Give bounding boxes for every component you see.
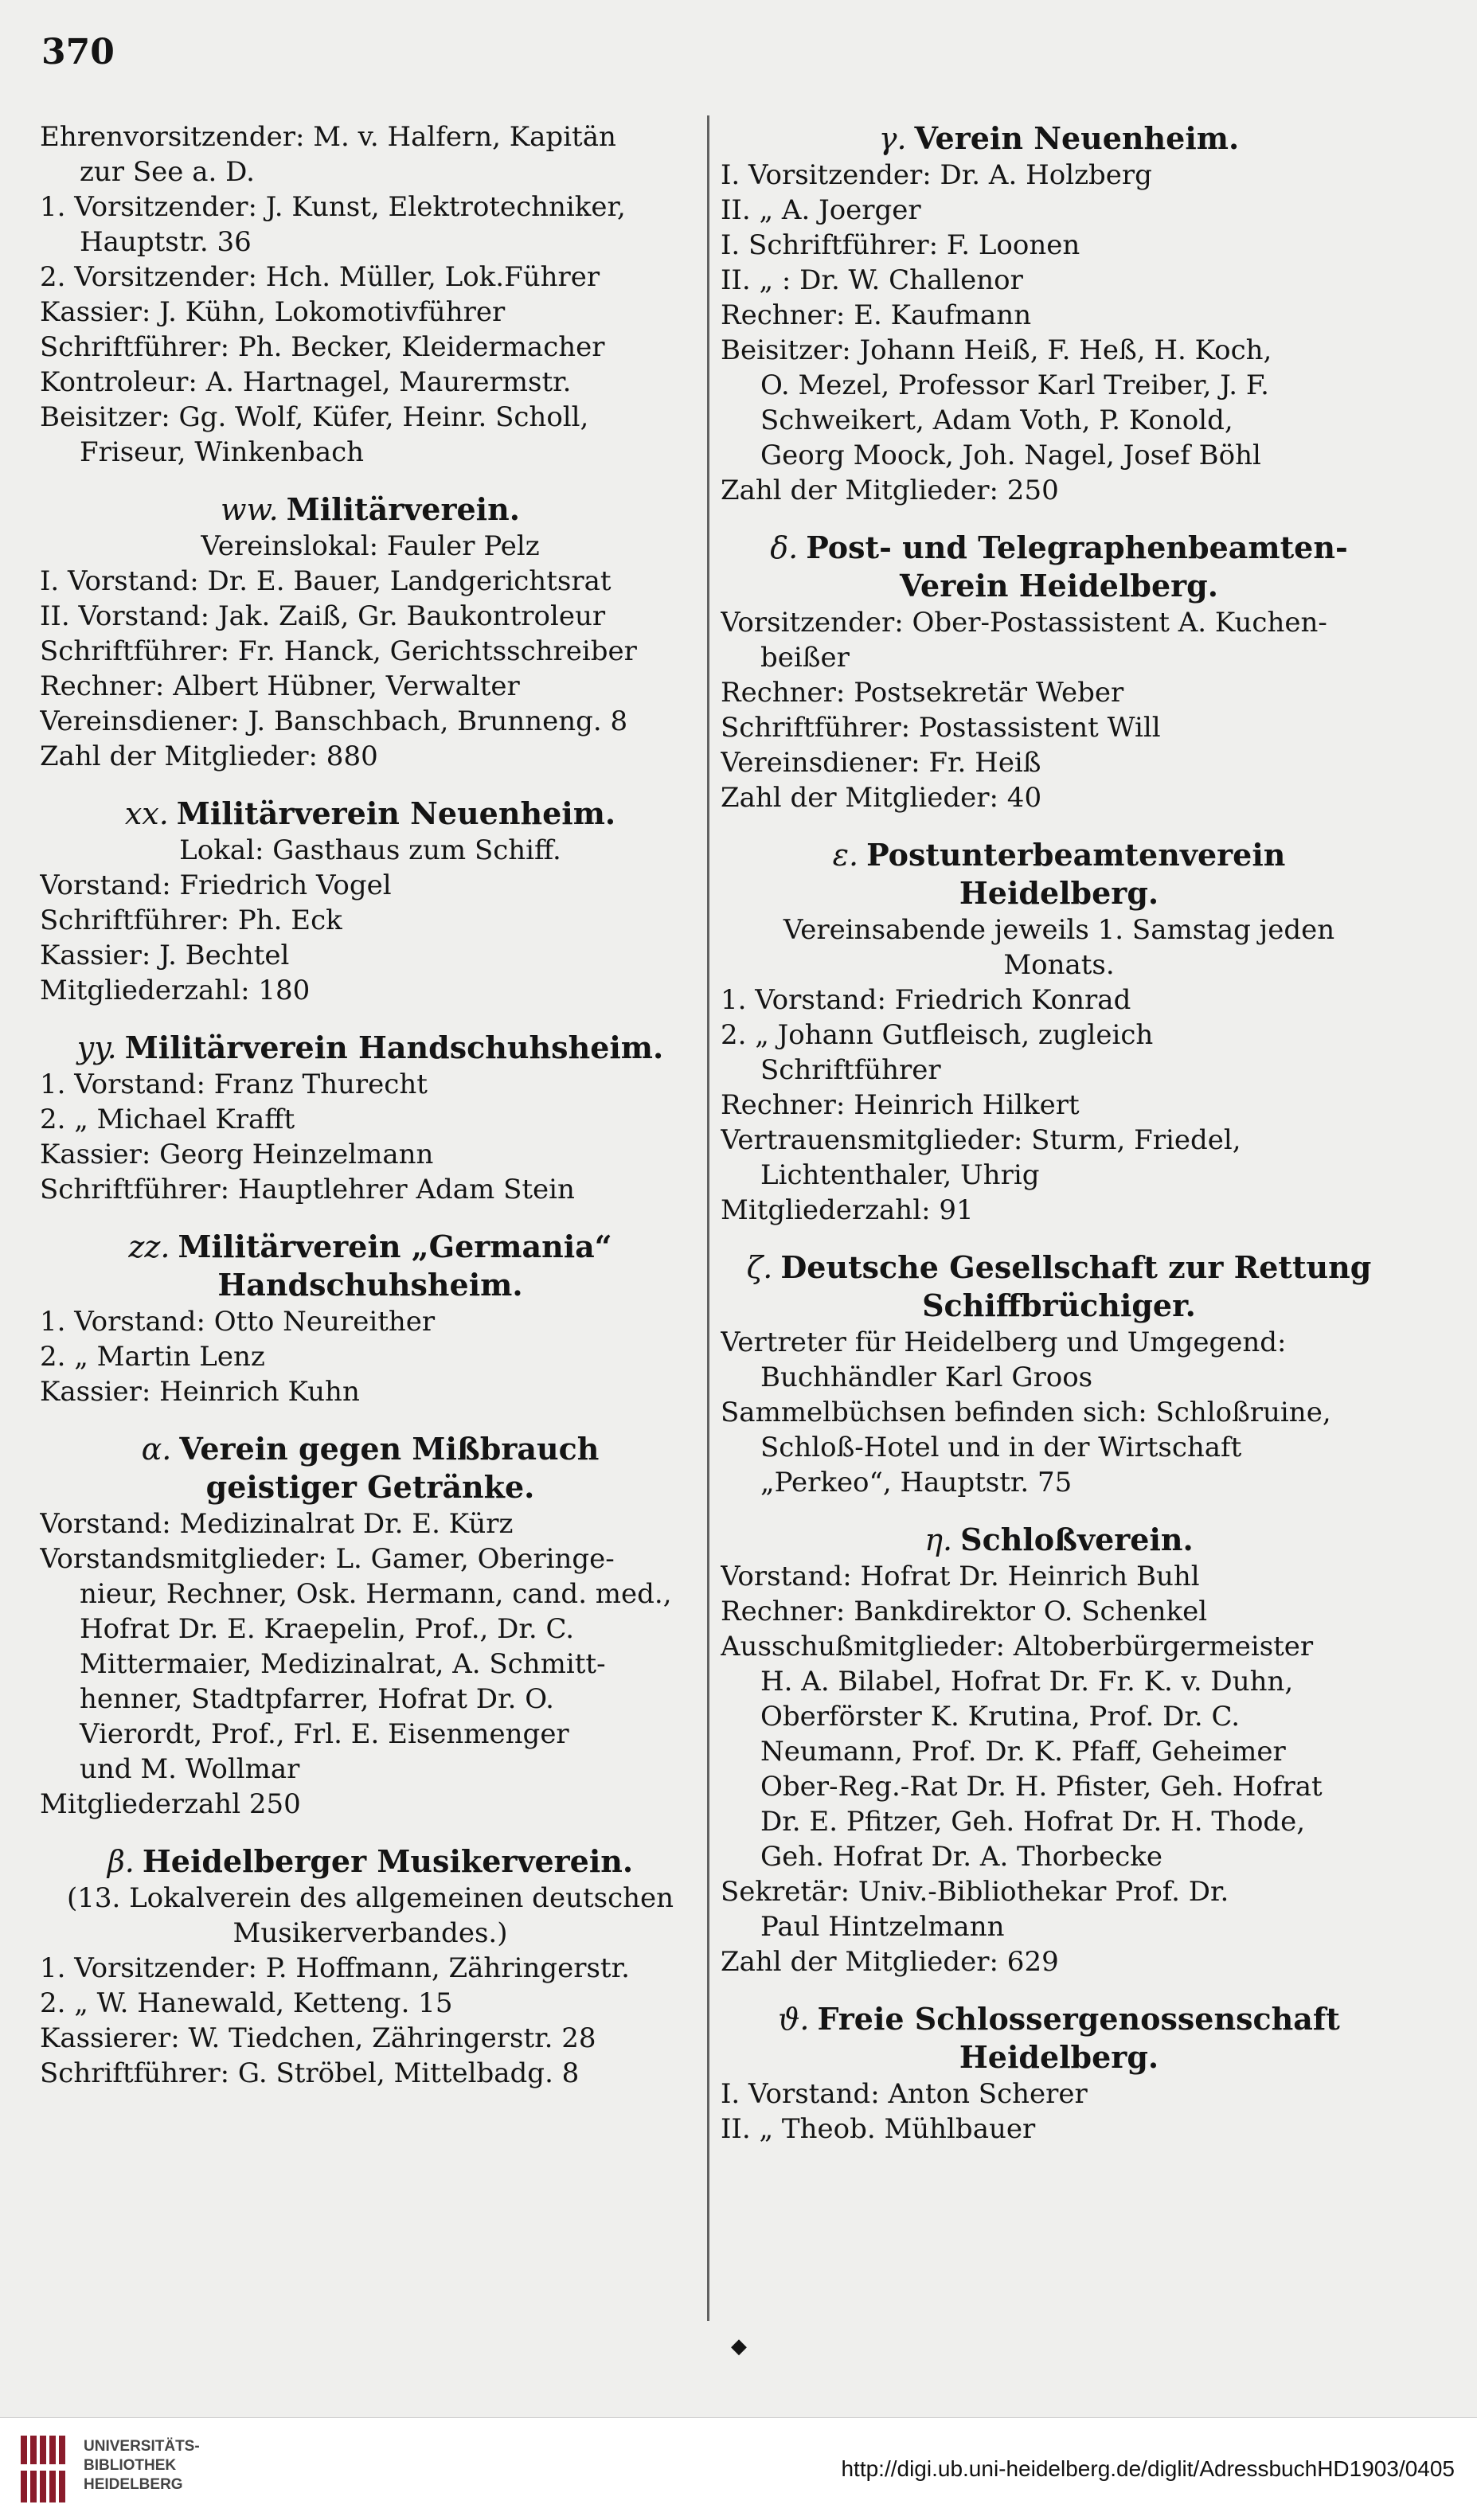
- section-marker: η.: [924, 1522, 953, 1557]
- entry-line: 1. Vorstand: Otto Neureither: [40, 1306, 436, 1338]
- section-title: Schloßverein.: [960, 1522, 1194, 1557]
- section-marker: ϑ.: [778, 2002, 810, 2037]
- entry-note: Musikerverbandes.): [232, 1917, 508, 1949]
- entry-line: Vorsitzender: Ober-Postassistent A. Kuchen-: [721, 607, 1327, 639]
- section-title: Heidelberg.: [959, 2039, 1159, 2075]
- entry-line: Zahl der Mitglieder: 629: [721, 1946, 1059, 1978]
- entry-line: H. A. Bilabel, Hofrat Dr. Fr. K. v. Duhn,: [760, 1666, 1294, 1698]
- entry-line: Friseur, Winkenbach: [80, 436, 365, 468]
- entry-line: O. Mezel, Professor Karl Treiber, J. F.: [760, 369, 1269, 401]
- section-title: Freie Schlossergenossenschaft: [817, 2001, 1340, 2037]
- entry-line: beißer: [760, 642, 850, 674]
- entry-line: Lichtenthaler, Uhrig: [760, 1159, 1040, 1191]
- entry-line: I. Vorstand: Anton Scherer: [721, 2078, 1088, 2110]
- section-heading: [721, 874, 1397, 912]
- library-logo-icon: [18, 2429, 73, 2509]
- entry-note: Lokal: Gasthaus zum Schiff.: [179, 834, 561, 866]
- entry-line: I. Vorsitzender: Dr. A. Holzberg: [721, 159, 1152, 191]
- section-marker: δ.: [770, 530, 799, 565]
- entry-line: Kassier: Georg Heinzelmann: [40, 1139, 434, 1170]
- entry-line: Kassier: J. Bechtel: [40, 940, 290, 971]
- page-number: 370: [41, 32, 115, 72]
- column-divider: [707, 115, 709, 2321]
- entry-line: Hauptstr. 36: [80, 226, 252, 258]
- section-title: Militärverein „Germania“: [178, 1229, 612, 1264]
- entry-line: Rechner: Albert Hübner, Verwalter: [40, 670, 520, 702]
- section-title: geistiger Getränke.: [205, 1469, 535, 1505]
- entry-line: Zahl der Mitglieder: 40: [721, 782, 1042, 814]
- entry-line: Beisitzer: Gg. Wolf, Küfer, Heinr. Scholl,: [40, 401, 589, 433]
- entry-line: Schriftführer: Ph. Eck: [40, 904, 342, 936]
- left-column: [40, 119, 701, 2091]
- section-title: Verein gegen Mißbrauch: [179, 1431, 600, 1467]
- section-marker: ww.: [221, 492, 279, 527]
- entry-line: Vertreter für Heidelberg und Umgegend:: [721, 1326, 1287, 1358]
- library-name-line: HEIDELBERG: [84, 2476, 183, 2493]
- entry-line: zur See a. D.: [80, 156, 255, 188]
- entry-line: Rechner: E. Kaufmann: [721, 299, 1032, 331]
- right-column: [721, 119, 1397, 2147]
- entry-line: Beisitzer: Johann Heiß, F. Heß, H. Koch,: [721, 334, 1272, 366]
- section-title: Deutsche Gesellschaft zur Rettung: [780, 1249, 1372, 1285]
- entry-line: Rechner: Heinrich Hilkert: [721, 1089, 1080, 1121]
- entry-line: und M. Wollmar: [80, 1753, 300, 1785]
- entry-line: Kassier: Heinrich Kuhn: [40, 1376, 360, 1408]
- section-heading: [721, 2038, 1397, 2077]
- entry-line: Vorstand: Friedrich Vogel: [40, 869, 392, 901]
- entry-line: Schriftführer: G. Ströbel, Mittelbadg. 8: [40, 2057, 580, 2089]
- section-title: Postunterbeamtenverein: [866, 837, 1286, 873]
- entry-line: Rechner: Postsekretär Weber: [721, 677, 1124, 709]
- entry-line: Ober-Reg.-Rat Dr. H. Pfister, Geh. Hofrat: [760, 1771, 1323, 1803]
- entry-line: II. „ A. Joerger: [721, 194, 921, 226]
- entry-line: henner, Stadtpfarrer, Hofrat Dr. O.: [80, 1683, 554, 1715]
- entry-line: Kassierer: W. Tiedchen, Zähringerstr. 28: [40, 2022, 596, 2054]
- page-mark: ◆: [731, 2334, 747, 2358]
- section-heading: [40, 1029, 701, 1067]
- section-heading: [721, 529, 1397, 567]
- entry-line: nieur, Rechner, Osk. Hermann, cand. med.,: [80, 1578, 672, 1610]
- section-title: Handschuhsheim.: [217, 1267, 523, 1303]
- entry-line: Schweikert, Adam Voth, P. Konold,: [760, 404, 1233, 436]
- entry-line: 2. „ Martin Lenz: [40, 1341, 265, 1373]
- entry-line: 2. Vorsitzender: Hch. Müller, Lok.Führer: [40, 261, 600, 293]
- section-title: Verein Heidelberg.: [900, 568, 1218, 604]
- entry-note: Vereinsabende jeweils 1. Samstag jeden: [783, 914, 1335, 946]
- entry-line: Zahl der Mitglieder: 880: [40, 740, 378, 772]
- entry-line: Mittermaier, Medizinalrat, A. Schmitt-: [80, 1648, 606, 1680]
- entry-line: Rechner: Bankdirektor O. Schenkel: [721, 1596, 1208, 1627]
- section-title: Militärverein Handschuhsheim.: [124, 1029, 664, 1065]
- library-name-line: UNIVERSITÄTS-: [84, 2438, 200, 2455]
- entry-line: Georg Moock, Joh. Nagel, Josef Böhl: [760, 440, 1261, 471]
- entry-line: 2. „ Johann Gutfleisch, zugleich: [721, 1019, 1154, 1051]
- entry-line: Zahl der Mitglieder: 250: [721, 475, 1059, 506]
- entry-line: Dr. E. Pfitzer, Geh. Hofrat Dr. H. Thode,: [760, 1806, 1306, 1838]
- entry-line: Vorstand: Medizinalrat Dr. E. Kürz: [40, 1508, 514, 1540]
- entry-line: 2. „ W. Hanewald, Ketteng. 15: [40, 1987, 453, 2019]
- entry-line: Vereinsdiener: J. Banschbach, Brunneng. 8: [40, 705, 628, 737]
- entry-line: Schriftführer: Fr. Hanck, Gerichtsschreiber: [40, 635, 637, 667]
- entry-line: Mitgliederzahl: 180: [40, 975, 311, 1006]
- entry-line: Oberförster K. Krutina, Prof. Dr. C.: [760, 1701, 1241, 1733]
- section-heading: [40, 1468, 701, 1506]
- entry-line: Schriftführer: Ph. Becker, Kleidermacher: [40, 331, 605, 363]
- section-marker: γ.: [878, 121, 907, 156]
- entry-line: Mitgliederzahl: 91: [721, 1194, 974, 1226]
- entry-line: Kontroleur: A. Hartnagel, Maurermstr.: [40, 366, 572, 398]
- entry-line: Hofrat Dr. E. Kraepelin, Prof., Dr. C.: [80, 1613, 575, 1645]
- section-marker: ζ.: [746, 1250, 773, 1285]
- entry-line: Schriftführer: Postassistent Will: [721, 712, 1161, 744]
- section-heading: [721, 567, 1397, 605]
- section-heading: [40, 795, 701, 833]
- entry-line: Sammelbüchsen befinden sich: Schloßruine,: [721, 1397, 1331, 1428]
- entry-line: Neumann, Prof. Dr. K. Pfaff, Geheimer: [760, 1736, 1286, 1768]
- entry-line: Schloß-Hotel und in der Wirtschaft: [760, 1432, 1242, 1463]
- library-name-line: BIBLIOTHEK: [84, 2457, 177, 2474]
- section-heading: [721, 836, 1397, 874]
- entry-line: Vereinsdiener: Fr. Heiß: [721, 747, 1041, 779]
- entry-line: Sekretär: Univ.-Bibliothekar Prof. Dr.: [721, 1876, 1229, 1908]
- section-title: Militärverein Neuenheim.: [176, 795, 616, 831]
- entry-line: 1. Vorstand: Franz Thurecht: [40, 1069, 428, 1100]
- section-title: Heidelberg.: [959, 875, 1159, 911]
- entry-line: I. Vorstand: Dr. E. Bauer, Landgerichtsrat: [40, 565, 612, 597]
- entry-note: (13. Lokalverein des allgemeinen deutschen: [66, 1882, 674, 1914]
- section-heading: [40, 1266, 701, 1304]
- section-heading: [40, 1842, 701, 1881]
- section-heading: [721, 119, 1397, 158]
- entry-line: Vierordt, Prof., Frl. E. Eisenmenger: [80, 1718, 569, 1750]
- section-title: Post- und Telegraphenbeamten-: [806, 529, 1348, 565]
- entry-line: 1. Vorsitzender: P. Hoffmann, Zähringerstr.: [40, 1952, 630, 1984]
- section-title: Militärverein.: [286, 491, 520, 527]
- section-heading: [40, 1430, 701, 1468]
- section-marker: yy.: [76, 1030, 117, 1065]
- section-marker: ε.: [832, 838, 859, 873]
- entry-line: II. „ : Dr. W. Challenor: [721, 264, 1023, 296]
- entry-line: Vorstandsmitglieder: L. Gamer, Oberinge-: [40, 1543, 615, 1575]
- entry-note: Vereinslokal: Fauler Pelz: [201, 530, 540, 562]
- entry-line: Vorstand: Hofrat Dr. Heinrich Buhl: [721, 1561, 1200, 1592]
- entry-line: Schriftführer: Hauptlehrer Adam Stein: [40, 1174, 575, 1205]
- section-heading: [40, 1228, 701, 1266]
- section-heading: [721, 1521, 1397, 1559]
- entry-line: Kassier: J. Kühn, Lokomotivführer: [40, 296, 506, 328]
- entry-line: „Perkeo“, Hauptstr. 75: [760, 1467, 1073, 1498]
- entry-line: II. „ Theob. Mühlbauer: [721, 2113, 1036, 2145]
- entry-line: Mitgliederzahl 250: [40, 1788, 301, 1820]
- entry-line: II. Vorstand: Jak. Zaiß, Gr. Baukontroleur: [40, 600, 606, 632]
- footer-bar: [0, 2417, 1477, 2520]
- entry-line: Buchhändler Karl Groos: [760, 1362, 1093, 1393]
- section-marker: zz.: [128, 1229, 170, 1264]
- entry-line: Vertrauensmitglieder: Sturm, Friedel,: [721, 1124, 1241, 1156]
- entry-line: Geh. Hofrat Dr. A. Thorbecke: [760, 1841, 1163, 1873]
- entry-line: 1. Vorstand: Friedrich Konrad: [721, 984, 1131, 1016]
- entry-line: Ausschußmitglieder: Altoberbürgermeister: [721, 1631, 1314, 1662]
- section-title: Schiffbrüchiger.: [922, 1287, 1196, 1323]
- section-title: Heidelberger Musikerverein.: [142, 1843, 634, 1879]
- entry-line: 2. „ Michael Krafft: [40, 1104, 295, 1135]
- section-marker: β.: [107, 1844, 135, 1879]
- entry-line: I. Schriftführer: F. Loonen: [721, 229, 1080, 261]
- section-marker: xx.: [124, 796, 169, 831]
- entry-line: 1. Vorsitzender: J. Kunst, Elektrotechniker,: [40, 191, 626, 223]
- source-url-link[interactable]: http://digi.ub.uni-heidelberg.de/diglit/AdressbuchHD1903/0405: [841, 2456, 1455, 2481]
- section-heading: [721, 1248, 1397, 1287]
- entry-line: Ehrenvorsitzender: M. v. Halfern, Kapitän: [40, 121, 616, 153]
- entry-line: Schriftführer: [760, 1054, 941, 1086]
- section-title: Verein Neuenheim.: [914, 120, 1240, 156]
- section-heading: [40, 490, 701, 529]
- entry-line: Paul Hintzelmann: [760, 1911, 1005, 1943]
- section-marker: α.: [141, 1432, 172, 1467]
- library-name: [84, 2437, 200, 2495]
- section-heading: [721, 2000, 1397, 2038]
- section-heading: [721, 1287, 1397, 1325]
- entry-note: Monats.: [1003, 949, 1115, 981]
